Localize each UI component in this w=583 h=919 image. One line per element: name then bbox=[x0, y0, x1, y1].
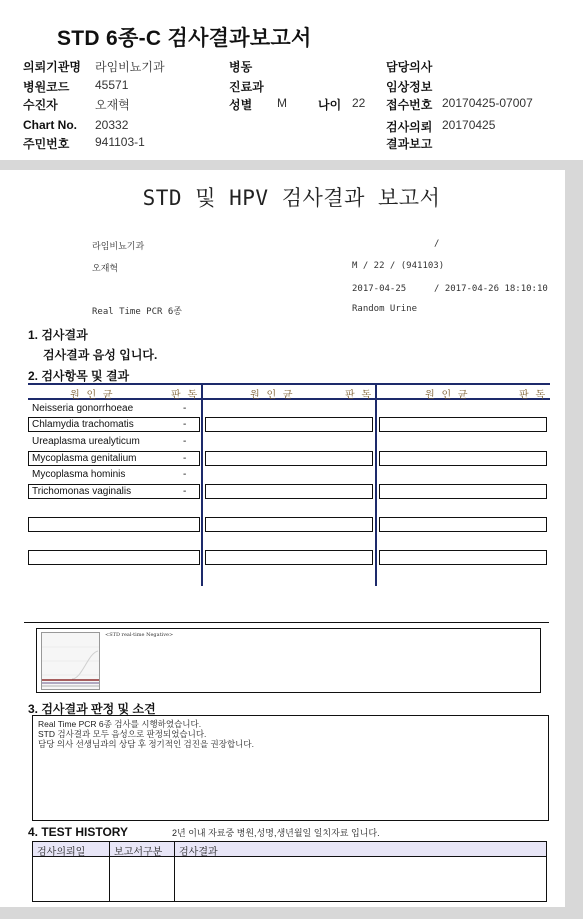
value-hospital-code: 45571 bbox=[95, 78, 129, 92]
col-judge-3: 판 독 bbox=[519, 390, 548, 401]
value-chart-no: 20332 bbox=[95, 118, 129, 132]
pathogen-name: Chlamydia trachomatis bbox=[32, 419, 134, 430]
pcr-graph-caption: <STD real-time Negative> bbox=[105, 632, 174, 638]
report-specimen: Random Urine bbox=[352, 304, 418, 314]
report-test-name: Real Time PCR 6종 bbox=[92, 307, 182, 317]
page-margin-bottom bbox=[0, 907, 583, 919]
col-pathogen-2: 원 인 균 bbox=[250, 390, 295, 401]
history-note: 2년 이내 자료중 병원,성명,생년월일 일치자료 입니다. bbox=[172, 828, 380, 838]
label-result-report: 결과보고 bbox=[386, 137, 433, 151]
label-clinical-info: 임상정보 bbox=[386, 80, 433, 94]
empty-result-box bbox=[205, 451, 373, 466]
page-margin-top bbox=[0, 160, 583, 170]
value-test-request: 20170425 bbox=[442, 118, 496, 132]
empty-result-box bbox=[205, 550, 373, 565]
section1-heading: 1. 검사결과 bbox=[28, 328, 88, 342]
label-hospital-code: 병원코드 bbox=[23, 80, 70, 94]
pcr-graph-box bbox=[36, 628, 541, 693]
empty-result-box bbox=[205, 484, 373, 499]
col-judge-1: 판 독 bbox=[171, 390, 200, 401]
info-row bbox=[0, 135, 583, 153]
label-department: 진료과 bbox=[229, 80, 264, 94]
report-patient: 오재혁 bbox=[92, 264, 119, 274]
empty-result-box bbox=[28, 550, 200, 565]
pathogen-result: - bbox=[183, 469, 187, 480]
column-divider bbox=[201, 383, 203, 586]
pathogen-name: Trichomonas vaginalis bbox=[32, 486, 132, 497]
value-patient: 오재혁 bbox=[95, 98, 130, 112]
report-sex-age: M / 22 / (941103) bbox=[352, 261, 445, 271]
pcr-amplification-graph bbox=[41, 632, 100, 690]
info-row bbox=[0, 58, 583, 76]
section3-heading: 3. 검사결과 판정 및 소견 bbox=[28, 702, 156, 716]
value-resident-no: 941103-1 bbox=[95, 135, 145, 149]
value-receipt-no: 20170425-07007 bbox=[442, 96, 533, 110]
pathogen-name: Ureaplasma urealyticum bbox=[32, 436, 140, 447]
history-column-divider bbox=[109, 842, 110, 901]
report-clinic: 라임비뇨기과 bbox=[92, 242, 145, 252]
col-judge-2: 판 독 bbox=[345, 390, 374, 401]
empty-result-box bbox=[379, 517, 547, 532]
empty-result-box bbox=[205, 517, 373, 532]
label-patient: 수진자 bbox=[23, 98, 58, 112]
value-age: 22 bbox=[352, 96, 366, 110]
value-requesting-clinic: 라임비뇨기과 bbox=[95, 60, 165, 74]
label-test-request: 검사의뢰 bbox=[386, 120, 433, 134]
report-summary-header bbox=[0, 0, 583, 162]
report-date-received: 2017-04-25 bbox=[352, 284, 407, 294]
col-pathogen-1: 원 인 균 bbox=[70, 390, 115, 401]
pathogen-name: Neisseria gonorrhoeae bbox=[32, 403, 134, 414]
empty-result-box bbox=[379, 417, 547, 432]
label-age: 나이 bbox=[318, 98, 342, 112]
pathogen-result: - bbox=[183, 436, 187, 447]
report-date-reported: / 2017-04-26 18:10:10 bbox=[434, 284, 548, 294]
pathogen-result: - bbox=[183, 486, 187, 497]
col-report-type: 보고서구분 bbox=[114, 847, 163, 858]
empty-result-box bbox=[379, 451, 547, 466]
opinion-line: 담당 의사 선생님과의 상담 후 정기적인 검진을 권장합니다. bbox=[38, 739, 254, 749]
label-sex: 성별 bbox=[229, 98, 253, 112]
pathogen-name: Mycoplasma hominis bbox=[32, 469, 126, 480]
label-chart-no: Chart No. bbox=[23, 118, 77, 132]
empty-result-box bbox=[379, 550, 547, 565]
info-row bbox=[0, 78, 583, 96]
info-row bbox=[0, 118, 583, 136]
empty-result-box bbox=[28, 517, 200, 532]
pathogen-result: - bbox=[183, 403, 187, 414]
pathogen-result: - bbox=[183, 453, 187, 464]
label-receipt-no: 접수번호 bbox=[386, 98, 433, 112]
pathogen-name: Mycoplasma genitalium bbox=[32, 453, 137, 464]
opinion-line: STD 검사결과 모두 음성으로 판정되었습니다. bbox=[38, 729, 207, 739]
col-requested-date: 검사의뢰일 bbox=[37, 847, 86, 858]
page-margin-right bbox=[565, 170, 583, 910]
section4-heading: 4. TEST HISTORY bbox=[28, 825, 129, 839]
column-divider bbox=[375, 383, 377, 586]
section2-heading: 2. 검사항목 및 결과 bbox=[28, 369, 130, 383]
report-slash: / bbox=[434, 239, 440, 249]
label-requesting-clinic: 의뢰기관명 bbox=[23, 60, 81, 74]
report-sheet bbox=[0, 170, 565, 907]
history-column-divider bbox=[174, 842, 175, 901]
section1-summary: 검사결과 음성 입니다. bbox=[43, 348, 158, 362]
label-ward: 병동 bbox=[229, 60, 253, 74]
opinion-box bbox=[32, 715, 549, 821]
col-pathogen-3: 원 인 균 bbox=[425, 390, 470, 401]
empty-result-box bbox=[379, 484, 547, 499]
history-table bbox=[32, 841, 547, 902]
results-table-header bbox=[28, 383, 550, 400]
pathogen-result: - bbox=[183, 419, 187, 430]
info-row bbox=[0, 96, 583, 114]
label-doctor: 담당의사 bbox=[386, 60, 433, 74]
page-title: STD 6종-C 검사결과보고서 bbox=[57, 27, 312, 50]
report-title: STD 및 HPV 검사결과 보고서 bbox=[142, 186, 441, 210]
value-sex: M bbox=[277, 96, 287, 110]
section-divider bbox=[24, 622, 549, 623]
col-test-result: 검사결과 bbox=[179, 847, 218, 858]
opinion-line: Real Time PCR 6종 검사를 시행하였습니다. bbox=[38, 719, 202, 729]
label-resident-no: 주민번호 bbox=[23, 137, 70, 151]
empty-result-box bbox=[205, 417, 373, 432]
